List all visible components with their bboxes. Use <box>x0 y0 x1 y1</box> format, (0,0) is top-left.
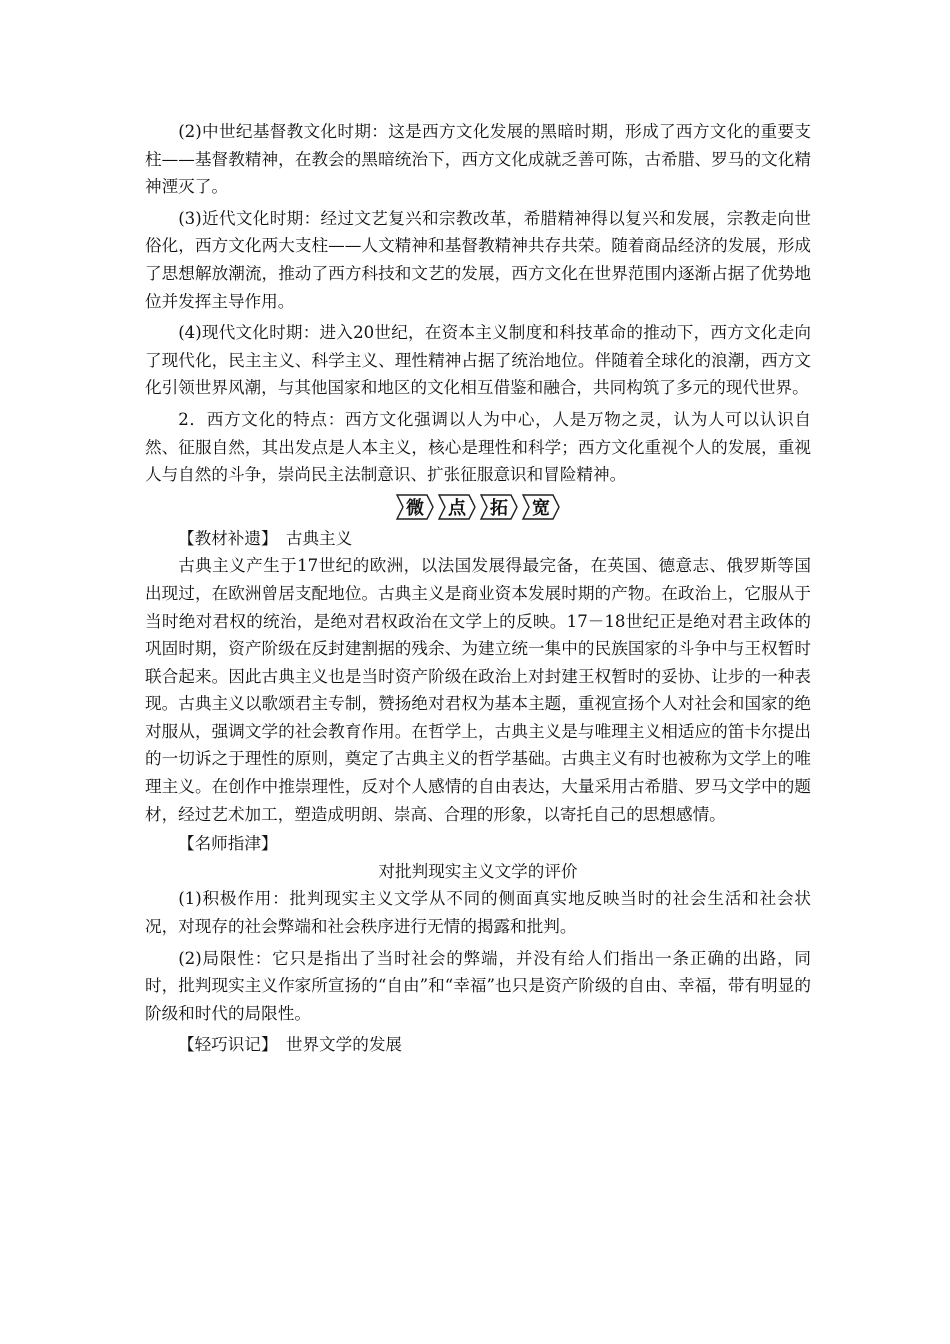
section-heading-memory: 【轻巧识记】 世界文学的发展 <box>178 1035 403 1055</box>
banner-tile <box>479 493 519 521</box>
subsection-title: 对批判现实主义文学的评价 <box>378 861 578 881</box>
paragraph-positive: (1)积极作用：批判现实主义文学从不同的侧面真实地反映当时的社会生活和社会状况，对现存的社会弊端和社会秩序进行无情的揭露和批判。 <box>145 889 811 937</box>
banner-char: 拓 <box>490 497 508 519</box>
banner-tile <box>521 493 561 521</box>
paragraph-medieval: (2)中世纪基督教文化时期：这是西方文化发展的黑暗时期，形成了西方文化的重要支柱——基督教精神，在教会的黑暗统治下，西方文化成就乏善可陈，古希腊、罗马的文化精神湮灭了。 <box>145 122 811 197</box>
paragraph-modern: (4)现代文化时期：进入20世纪，在资本主义制度和科技革命的推动下，西方文化走向了现代化，民主主义、科学主义、理性精神占据了统治地位。伴随着全球化的浪潮，西方文化引领世界风潮，与其他国家和地区的文化相互借鉴和融合，共同构筑了多元的现代世界。 <box>145 323 811 398</box>
banner-char: 微 <box>406 497 424 519</box>
banner-tile <box>437 493 477 521</box>
document-page <box>145 118 811 1059</box>
section-heading-supplement: 【教材补遗】 古典主义 <box>178 528 353 548</box>
section-heading-guidance: 【名师指津】 <box>178 834 278 854</box>
section-banner <box>145 493 811 523</box>
banner-char: 点 <box>448 497 466 519</box>
paragraph-modern-early: (3)近代文化时期：经过文艺复兴和宗教改革，希腊精神得以复兴和发展，宗教走向世俗化，西方文化两大支柱——人文精神和基督教精神共存共荣。随着商品经济的发展，形成了思想解放潮流，推动了西方科技和文艺的发展，西方文化在世界范围内逐渐占据了优势地位并发挥主导作用。 <box>145 208 811 311</box>
paragraph-limitation: (2)局限性：它只是指出了当时社会的弊端，并没有给人们指出一条正确的出路，同时，批判现实主义作家所宣扬的“自由”和“幸福”也只是资产阶级的自由、幸福，带有明显的阶级和时代的局限性。 <box>145 948 811 1023</box>
paragraph-characteristics: 2．西方文化的特点：西方文化强调以人为中心，人是万物之灵，认为人可以认识自然、征服自然，其出发点是人本主义，核心是理性和科学；西方文化重视个人的发展，重视人与自然的斗争，崇尚民主法制意识、扩张征服意识和冒险精神。 <box>145 409 811 485</box>
banner-char: 宽 <box>532 497 550 519</box>
paragraph-classicism: 古典主义产生于17世纪的欧洲，以法国发展得最完备，在英国、德意志、俄罗斯等国出现过，在欧洲曾居支配地位。古典主义是商业资本发展时期的产物。在政治上，它服从于当时绝对君权的统治，是绝对君权政治在文学上的反映。17－18世纪正是绝对君主政体的巩固时期，资产阶级在反封建割据的残余、为建立统一集中的民族国家的斗争中与王权暂时联合起来。因此古典主义也是当时资产阶级在政治上对封建王权暂时的妥协、让步的一种表现。古典主义以歌颂君主专制，赞扬绝对君权为基本主题，重视宣扬个人对社会和国家的绝对服从，强调文学的社会教育作用。在哲学上，古典主义是与唯理主义相适应的笛卡尔提出的一切诉之于理性的原则，奠定了古典主义的哲学基础。古典主义有时也被称为文学上的唯理主义。在创作中推崇理性，反对个人感情的自由表达，大量采用古希腊、罗马文学中的题材，经过艺术加工，塑造成明朗、崇高、合理的形象，以寄托自己的思想感情。 <box>145 556 811 824</box>
banner-tile <box>395 493 435 521</box>
